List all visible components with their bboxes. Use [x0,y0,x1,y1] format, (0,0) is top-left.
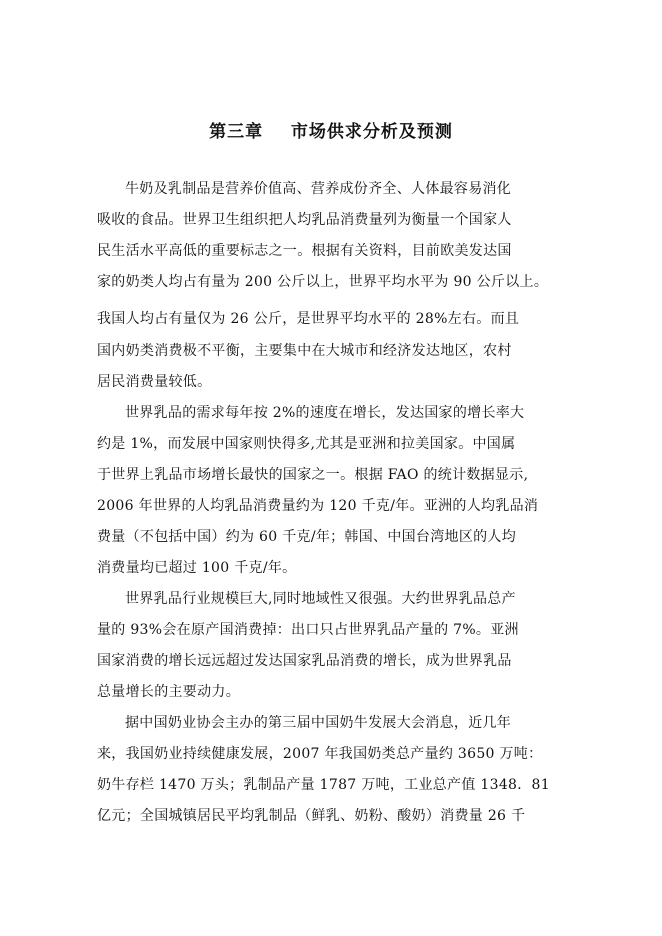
paragraph-line: 民生活水平高低的重要标志之一。根据有关资料，目前欧美发达国 [97,243,512,259]
paragraph-line: 世界乳品的需求每年按 2%的速度在增长，发达国家的增长率大 [125,405,525,421]
paragraph-line: 总量增长的主要动力。 [97,684,240,700]
paragraph-line: 奶牛存栏 1470 万头；乳制品产量 1787 万吨，工业总产值 1348．81 [97,777,550,793]
paragraph-line: 国内奶类消费极不平衡，主要集中在大城市和经济发达地区，农村 [97,343,512,359]
paragraph-line: 牛奶及乳制品是营养价值高、营养成份齐全、人体最容易消化 [125,181,512,197]
paragraph-line: 消费量均已超过 100 千克/年。 [97,560,297,576]
paragraph-line: 据中国奶业协会主办的第三届中国奶牛发展大会消息，近几年 [125,715,512,731]
paragraph-line: 亿元；全国城镇居民平均乳制品（鲜乳、奶粉、酸奶）消费量 26 千 [97,808,526,824]
chapter-title: 第三章 市场供求分析及预测 [209,122,453,142]
paragraph-line: 家的奶类人均占有量为 200 公斤以上，世界平均水平为 90 公斤以上。 [97,274,549,290]
paragraph-line: 来，我国奶业持续健康发展，2007 年我国奶类总产量约 3650 万吨： [97,746,543,762]
paragraph-line: 2006 年世界的人均乳品消费量约为 120 千克/年。亚洲的人均乳品消 [97,498,539,514]
paragraph-line: 吸收的食品。世界卫生组织把人均乳品消费量列为衡量一个国家人 [97,212,512,228]
paragraph-line: 国家消费的增长远远超过发达国家乳品消费的增长，成为世界乳品 [97,653,512,669]
paragraph-line: 量的 93%会在原产国消费掉：出口只占世界乳品产量的 7%。亚洲 [97,622,519,638]
paragraph-line: 居民消费量较低。 [97,374,212,390]
paragraph-line: 费量（不包括中国）约为 60 千克/年；韩国、中国台湾地区的人均 [97,529,517,545]
paragraph-line: 我国人均占有量仅为 26 公斤，是世界平均水平的 28%左右。而且 [97,311,520,327]
paragraph-line: 约是 1%，而发展中国家则快得多,尤其是亚洲和拉美国家。中国属 [97,436,516,452]
paragraph-line: 世界乳品行业规模巨大,同时地域性又很强。大约世界乳品总产 [125,591,516,607]
paragraph-line: 于世界上乳品市场增长最快的国家之一。根据 FAO 的统计数据显示, [97,467,529,483]
